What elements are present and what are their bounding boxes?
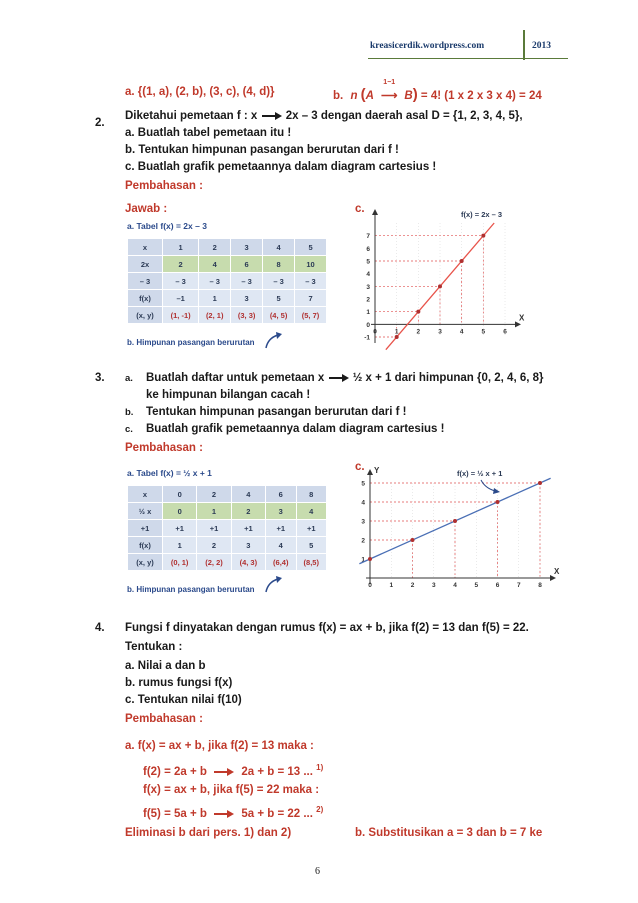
- q2-line4: c. Buatlah grafik pemetaannya dalam diagram cartesius !: [125, 161, 437, 173]
- header-underline: [368, 58, 568, 59]
- x-tick-label: 4: [453, 582, 457, 589]
- data-point: [453, 519, 457, 523]
- table-row: x 0 2 4 6 8: [128, 486, 327, 503]
- q4-step2: f(2) = 2a + b 2a + b = 13 ... $^{1)}$: [143, 763, 324, 778]
- q3-table-title: a. Tabel f(x) = ½ x + 1: [127, 468, 212, 478]
- y-tick-label: 5: [366, 258, 370, 266]
- table-row: f(x) –1 1 3 5 7: [128, 290, 327, 307]
- q3-c-letter: c.: [125, 424, 133, 435]
- q4-step4: f(5) = 5a + b 5a + b = 22 ... $^{2)}$: [143, 805, 324, 820]
- curved-arrow-icon: [262, 330, 284, 352]
- q4-line2: Tentukan :: [125, 641, 183, 653]
- x-axis-label: X: [519, 313, 525, 323]
- label-pointer-arrow: [481, 480, 495, 491]
- x-tick-label: 6: [503, 328, 507, 336]
- page-number: 6: [315, 866, 320, 877]
- q4-line-a: a. Nilai a dan b: [125, 660, 206, 672]
- x-tick-label: 4: [459, 328, 464, 336]
- table-row: x 1 2 3 4 5: [128, 239, 327, 256]
- x-tick-label: 1: [394, 328, 399, 336]
- q4-elimination: Eliminasi b dari pers. 1) dan 2): [125, 827, 292, 839]
- data-point: [368, 557, 372, 561]
- y-axis-arrowhead: [367, 469, 373, 475]
- arrow-right-icon: [213, 809, 235, 819]
- label-pointer-arrowhead: [493, 488, 500, 494]
- q3-number: 3.: [95, 372, 105, 384]
- y-tick-label: 0: [366, 321, 370, 329]
- arrow-right-icon: [328, 373, 350, 383]
- x-tick-label: 5: [474, 582, 479, 589]
- x-tick-label: 5: [481, 328, 486, 336]
- curved-arrow-icon: [262, 574, 284, 596]
- y-tick-label: 3: [361, 518, 365, 526]
- q3-pembahasan: Pembahasan :: [125, 442, 203, 454]
- q2-c-label: c.: [355, 203, 365, 215]
- y-axis-label: Y: [374, 466, 380, 475]
- table-row: ½ x 0 1 2 3 4: [128, 503, 327, 520]
- data-point: [538, 481, 542, 485]
- header-divider: [523, 30, 525, 60]
- y-axis-arrowhead: [372, 209, 378, 215]
- table-row: f(x) 1 2 3 4 5: [128, 537, 327, 554]
- q4-step1: a. f(x) = ax + b, jika f(2) = 13 maka :: [125, 740, 314, 752]
- x-tick-label: 2: [410, 582, 415, 589]
- data-point: [411, 538, 415, 542]
- x-tick-label: 0: [373, 328, 377, 336]
- y-tick-label: 4: [366, 271, 370, 279]
- y-tick-label: 3: [366, 283, 370, 291]
- q3-table-foot: b. Himpunan pasangan berurutan: [127, 585, 255, 594]
- x-tick-label: 8: [538, 582, 542, 589]
- x-tick-label: 2: [416, 328, 421, 336]
- q4-line1: Fungsi f dinyatakan dengan rumus f(x) = ax + b, jika f(2) = 13 dan f(5) = 22.: [125, 622, 529, 634]
- q2-jawab: Jawab :: [125, 203, 168, 215]
- q3-line-a2: ke himpunan bilangan cacah !: [146, 389, 311, 401]
- table-row: – 3 – 3 – 3 – 3 – 3 – 3: [128, 273, 327, 290]
- y-tick-label: 7: [366, 233, 370, 241]
- q3-c-label: c.: [355, 461, 365, 473]
- q4-number: 4.: [95, 622, 105, 634]
- data-point: [496, 500, 500, 504]
- q3-chart-function-label: f(x) = ½ x + 1: [457, 469, 503, 478]
- data-point: [395, 335, 399, 339]
- q4-step3: f(x) = ax + b, jika f(5) = 22 maka :: [143, 784, 320, 796]
- x-tick-label: 3: [431, 582, 436, 589]
- y-tick-label: 2: [361, 537, 365, 545]
- q3-chart: [345, 458, 560, 598]
- q4-substitution: b. Substitusikan a = 3 dan b = 7 ke: [355, 827, 543, 839]
- q3-line-b: Tentukan himpunan pasangan berurutan dari f !: [146, 406, 407, 418]
- x-tick-label: 7: [516, 582, 521, 589]
- y-tick-label: 1: [366, 309, 370, 317]
- y-tick-label: 4: [361, 499, 365, 507]
- q4-line-c: c. Tentukan nilai f(10): [125, 694, 242, 706]
- q2-table-foot: b. Himpunan pasangan berurutan: [127, 338, 255, 347]
- y-tick-label: 1: [361, 556, 365, 564]
- q2-pembahasan: Pembahasan :: [125, 180, 203, 192]
- q3-line-c: Buatlah grafik pemetaannya dalam diagram cartesius !: [146, 423, 445, 435]
- data-point: [438, 284, 442, 288]
- data-point: [460, 259, 464, 263]
- y-tick-label: 5: [361, 480, 365, 488]
- header-site: kreasicerdik.wordpress.com: [370, 41, 485, 51]
- q4-pembahasan: Pembahasan :: [125, 713, 203, 725]
- q3-a-letter: a.: [125, 373, 133, 384]
- q2-table-title: a. Tabel f(x) = 2x – 3: [127, 221, 207, 231]
- x-axis-label: X: [554, 567, 560, 576]
- q3-b-letter: b.: [125, 407, 134, 418]
- q2-line3: b. Tentukan himpunan pasangan berurutan dari f !: [125, 144, 399, 156]
- q4-line-b: b. rumus fungsi f(x): [125, 677, 233, 689]
- q2-chart: [365, 205, 525, 347]
- y-tick-label: 6: [366, 245, 370, 253]
- arrow-right-icon: [261, 111, 283, 121]
- x-tick-label: 0: [368, 582, 372, 589]
- q2-number: 2.: [95, 117, 105, 129]
- data-point: [416, 310, 420, 314]
- x-tick-label: 1: [389, 582, 394, 589]
- y-tick-label: -1: [364, 334, 370, 342]
- table-row: (x, y) (0, 1) (2, 2) (4, 3) (6,4) (8,5): [128, 554, 327, 571]
- table-row: 2x 2 4 6 8 10: [128, 256, 327, 273]
- q2-line1: Diketahui pemetaan f : x 2x – 3 dengan daerah asal D = {1, 2, 3, 4, 5},: [125, 110, 523, 122]
- prev-answer-a: a. {(1, a), (2, b), (3, c), (4, d)}: [125, 86, 275, 98]
- q2-line2: a. Buatlah tabel pemetaan itu !: [125, 127, 292, 139]
- q3-line-a1: Buatlah daftar untuk pemetaan x ½ x + 1 dari himpunan {0, 2, 4, 6, 8}: [146, 372, 544, 384]
- header-year: 2013: [532, 41, 551, 51]
- prev-answer-b: b. n (A 1−1 ⟶ B) = 4! (1 x 2 x 3 x 4) = 24: [333, 79, 542, 103]
- x-tick-label: 3: [438, 328, 442, 336]
- q2-table: [127, 238, 327, 324]
- table-row: +1 +1 +1 +1 +1 +1: [128, 520, 327, 537]
- arrow-right-icon: [213, 767, 235, 777]
- q2-chart-function-label: f(x) = 2x – 3: [461, 210, 503, 219]
- x-tick-label: 6: [495, 582, 500, 589]
- table-row: (x, y) (1, -1) (2, 1) (3, 3) (4, 5) (5, 7): [128, 307, 327, 324]
- q3-table: [127, 485, 327, 571]
- data-point: [481, 234, 485, 238]
- y-tick-label: 2: [366, 296, 370, 304]
